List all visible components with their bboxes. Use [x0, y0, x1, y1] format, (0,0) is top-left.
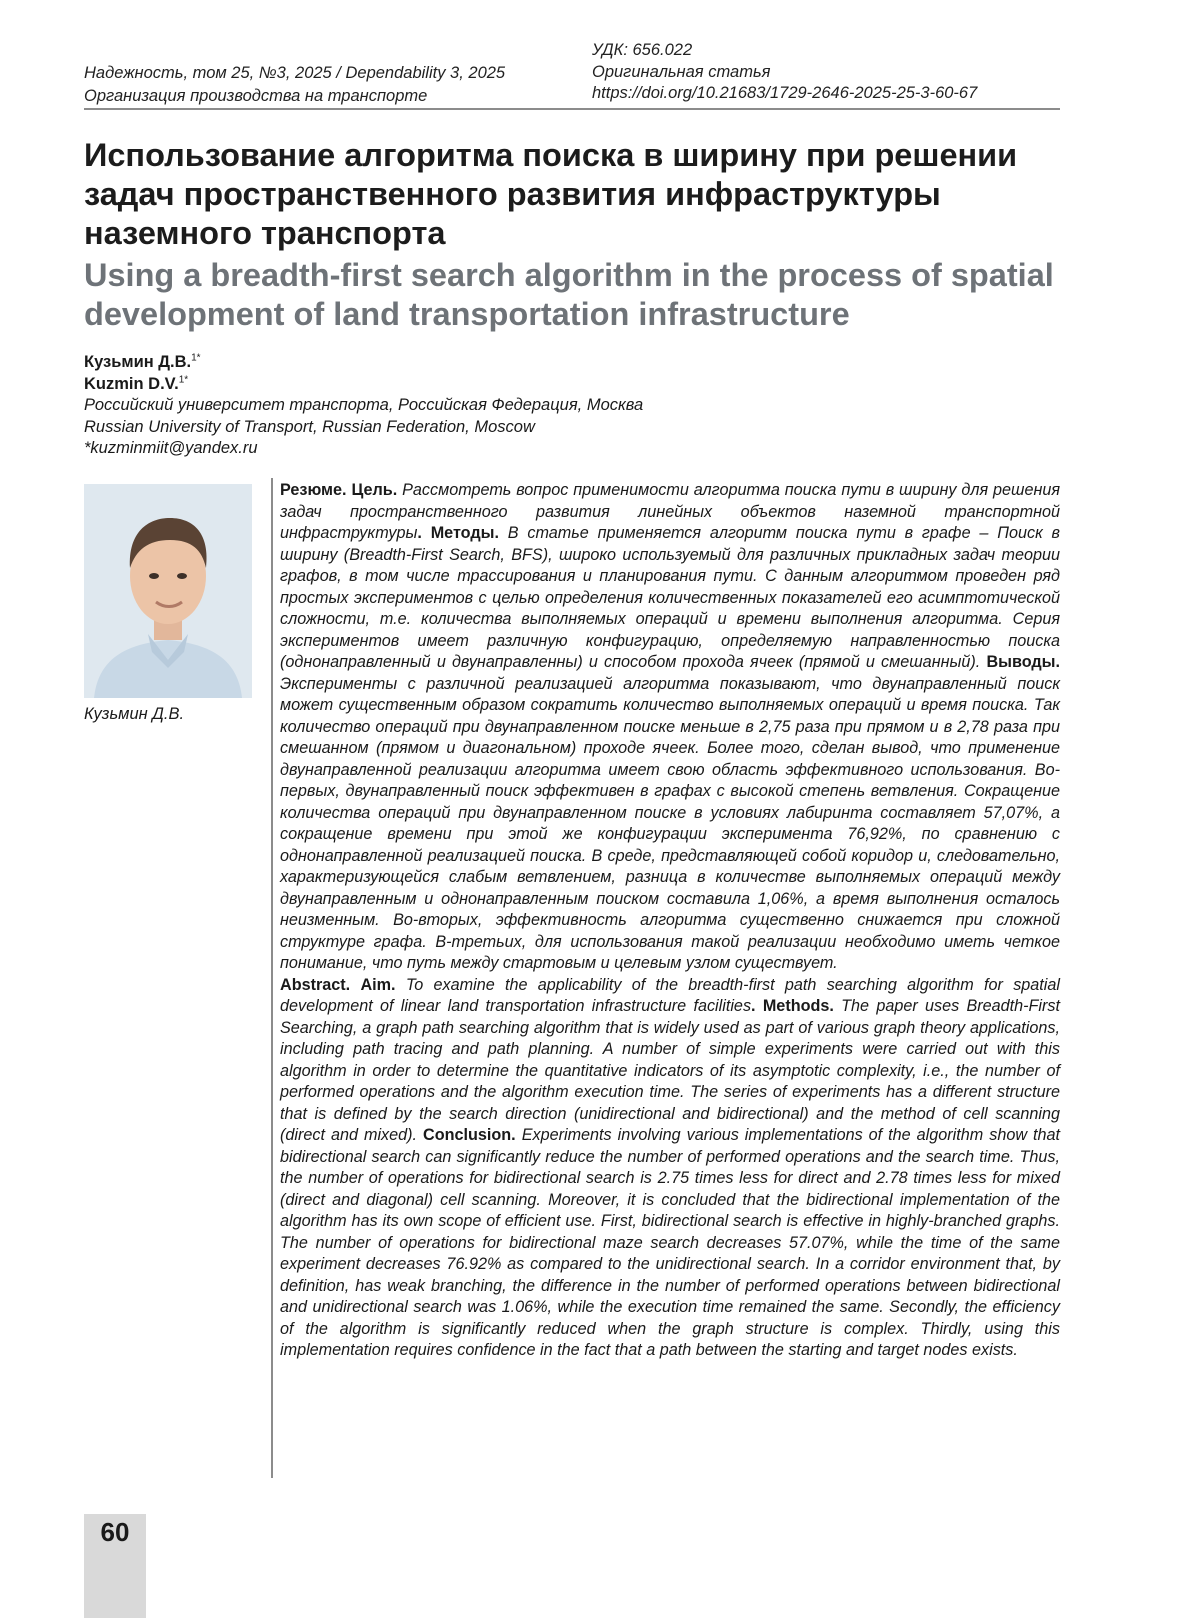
title-english: Using a breadth-first search algorithm in the process of spatial development of land transportation infrastructure: [84, 257, 1054, 332]
abstract-ru-aim: Рассмотреть вопрос применимости алгоритма поиска пути в ширину для решения задач пространственного развития линейных объектов наземной транспортной инфраструктуры: [280, 481, 1061, 542]
abstract-en-label: Abstract.: [280, 975, 351, 994]
title-russian: Использование алгоритма поиска в ширину при решении задач пространственного развития инфраструктуры наземного транспорта: [84, 137, 1018, 251]
abstract-side-rule: [271, 478, 273, 1478]
abstract-en: Abstract. Aim. To examine the applicability of the breadth-first path searching algorithm for spatial development of linear land transportation infrastructure facilities. Methods. The paper uses Breadth-First Searching, a graph path searching algorithm that is widely used as part of various graph theory applications, including path tracing and path planning. A number of simple experiments were carried out with this algorithm in order to determine the quantitative indicators of its asymptotic complexity, i.e., the number of performed operations and the algorithm execution time. The series of experiments has a different structure that is defined by the search direction (unidirectional and bidirectional) and the method of cell scanning (direct and mixed). Conclusion. Experiments involving various implementations of the algorithm show that bidirectional search can significantly reduce the number of performed operations and the search time. Thus, the number of operations for bidirectional search is 2.75 times less for direct and 2.78 times less for mixed (direct and diagonal) cell scanning. Moreover, it is concluded that the bidirectional implementation of the algorithm has its own scope of efficient use. First, bidirectional search is effective in highly-branched graphs. The number of operations for bidirectional maze search decreases 57.07%, while the time of the same experiment decreases 76.92% as compared to the unidirectional search. In a corridor environment that, by definition, has weak branching, the difference in the number of performed operations between bidirectional and unidirectional search was 1.06%, while the execution time remained the same. Secondly, the efficiency of the algorithm is significantly reduced when the graph structure is complex. Thirdly, using this implementation requires confidence in the fact that a path between the starting and target nodes exists.: [280, 975, 1061, 1359]
author-portrait-illustration: [84, 484, 252, 698]
author-name-ru: [84, 352, 984, 374]
author-email[interactable]: *kuzminmiit@yandex.ru: [84, 439, 258, 457]
journal-section: Организация производства на транспорте: [84, 87, 428, 105]
journal-name: Надежность, том 25, №3, 2025 / Dependability 3, 2025: [84, 64, 506, 82]
author-photo: [84, 484, 252, 698]
abstract-ru-conclusion: Эксперименты с различной реализацией алгоритма показывают, что двунаправленный поиск может существенным образом сократить количество выполняемых операций и время поиска. Так количество операций при двунаправленном поиске меньше в 2,75 раза при прямом и в 2,78 раза при смешанном (прямом и диагональном) проходе ячеек. Более того, сделан вывод, что применение двунаправленной реализации алгоритма имеет свою область эффективного использования. Во-первых, двунаправленный поиск эффективен в графах с высокой степень ветвления. Сокращение количества операций при двунаправленном поиске в условиях лабиринта составляет 57,07%, а сокращение времени при этой же конфигурации эксперимента 76,92%, по сравнению с однонаправленной реализацией поиска. В среде, представляющей собой коридор и, следовательно, характеризующейся слабым ветвлением, разница в количестве выполняемых операций между двунаправленным и однонаправленным поиском составила 1,06%, а время выполнения осталось неизменным. Во-вторых, эффективность алгоритма существенно снижается при сложной структуре графа. В-третьих, для использования такой реализации необходимо иметь четкое понимание, что путь между стартовым и целевым узлом существует.: [280, 674, 1060, 972]
page-number: 60: [100, 1517, 130, 1547]
abstract-en-conclusion-label: Conclusion.: [423, 1126, 516, 1144]
abstract-en-aim-label: Aim.: [360, 975, 396, 994]
journal-header: [84, 62, 505, 108]
article-type: Оригинальная статья: [592, 62, 771, 81]
abstract-en-methods-label: Methods.: [762, 997, 834, 1015]
affiliation-ru: Российский университет транспорта, Российская Федерация, Москва: [84, 396, 644, 414]
article-meta: [592, 40, 977, 105]
photo-caption: Кузьмин Д.В.: [84, 705, 185, 723]
author-marker-ru: 1*: [191, 352, 201, 364]
author-name-en-text: Kuzmin D.V.: [84, 374, 179, 393]
doi-link[interactable]: https://doi.org/10.21683/1729-2646-2025-25-3-60-67: [592, 84, 978, 102]
author-marker-en: 1*: [178, 374, 189, 385]
affiliation-en: Russian University of Transport, Russian Federation, Moscow: [84, 417, 535, 436]
author-block: [84, 352, 984, 460]
abstract-en-conclusion: Experiments involving various implementations of the algorithm show that bidirectional search can significantly reduce the number of performed operations and the search time. Thus, the number of operations for bidirectional search is 2.75 times less for direct and 2.78 times less for mixed (direct and diagonal) cell scanning. Moreover, it is concluded that the bidirectional implementation of the algorithm has its own scope of efficient use. First, bidirectional search is effective in highly-branched graphs. The number of operations for bidirectional maze search decreases 57.07%, while the time of the same experiment decreases 76.92% as compared to the unidirectional search. In a corridor environment that, by definition, has weak branching, the difference in the number of performed operations between bidirectional and unidirectional search was 1.06%, while the execution time remained the same. Secondly, the efficiency of the algorithm is significantly reduced when the graph structure is complex. Thirdly, using this implementation requires confidence in the fact that a path between the starting and target nodes exists.: [280, 1126, 1061, 1359]
abstract-ru-label: Резюме.: [280, 481, 347, 499]
udc-code: УДК: 656.022: [592, 41, 693, 59]
author-name-en: [84, 374, 984, 396]
abstract-block: [280, 480, 1060, 1362]
header-rule: [84, 108, 1060, 110]
abstract-ru-aim-label: Цель.: [351, 481, 398, 499]
abstract-ru-methods-label: Методы.: [430, 524, 499, 542]
abstract-en-aim: To examine the applicability of the breadth-first path searching algorithm for spatial development of linear land transportation infrastructure facilities: [280, 975, 1060, 1015]
abstract-ru-conclusion-label: Выводы.: [986, 653, 1060, 671]
abstract-en-methods: The paper uses Breadth-First Searching, a graph path searching algorithm that is widely used as part of various graph theory applications, including path tracing and path planning. A number of simple experiments were carried out with this algorithm in order to determine the quantitative indicators of its asymptotic complexity, i.e., the number of performed operations and the algorithm execution time. The series of experiments has a different structure that is defined by the search direction (unidirectional and bidirectional) and the method of cell scanning (direct and mixed).: [280, 997, 1061, 1144]
abstract-ru-methods: В статье применяется алгоритм поиска пути в графе – Поиск в ширину (Breadth-First Search, BFS), широко используемый для различных прикладных задач теории графов, в том числе трассирования и планирования пути. С данным алгоритмом проведен ряд простых экспериментов с целью определения количественных показателей его асимптотической сложности, т.е. количества выполняемых операций и времени выполнения алгоритма. Серия экспериментов имеет различную конфигурацию, определяемую направленностью поиска (однонаправленный и двунаправленны) и способом прохода ячеек (прямой и смешанный).: [280, 524, 1060, 671]
author-name-ru-text: Кузьмин Д.В.: [84, 353, 192, 371]
abstract-ru: Резюме. Цель. Рассмотреть вопрос применимости алгоритма поиска пути в ширину для решения задач пространственного развития линейных объектов наземной транспортной инфраструктуры. Методы. В статье применяется алгоритм поиска пути в графе – Поиск в ширину (Breadth-First Search, BFS), широко используемый для различных прикладных задач теории графов, в том числе трассирования и планирования пути. С данным алгоритмом проведен ряд простых экспериментов с целью определения количественных показателей его асимптотической сложности, т.е. количества выполняемых операций и времени выполнения алгоритма. Серия экспериментов имеет различную конфигурацию, определяемую направленностью поиска (однонаправленный и двунаправленны) и способом прохода ячеек (прямой и смешанный). Выводы. Эксперименты с различной реализацией алгоритма показывают, что двунаправленный поиск может существенным образом сократить количество выполняемых операций и время поиска. Так количество операций при двунаправленном поиске меньше в 2,75 раза при прямом и в 2,78 раза при смешанном (прямом и диагональном) проходе ячеек. Более того, сделан вывод, что применение двунаправленной реализации алгоритма имеет свою область эффективного использования. Во-первых, двунаправленный поиск эффективен в графах с высокой степень ветвления. Сокращение количества операций при двунаправленном поиске в условиях лабиринта составляет 57,07%, а сокращение времени при этой же конфигурации эксперимента 76,92%, по сравнению с однонаправленной реализацией поиска. В среде, представляющей собой коридор и, следовательно, характеризующейся слабым ветвлением, разница в количестве выполняемых операций между двунаправленным и однонаправленным поиском составила 1,06%, а время выполнения осталось неизменным. Во-вторых, эффективность алгоритма существенно снижается при сложной структуре графа. В-третьих, для использования такой реализации необходимо иметь четкое понимание, что путь между стартовым и целевым узлом существует.: [280, 481, 1061, 972]
